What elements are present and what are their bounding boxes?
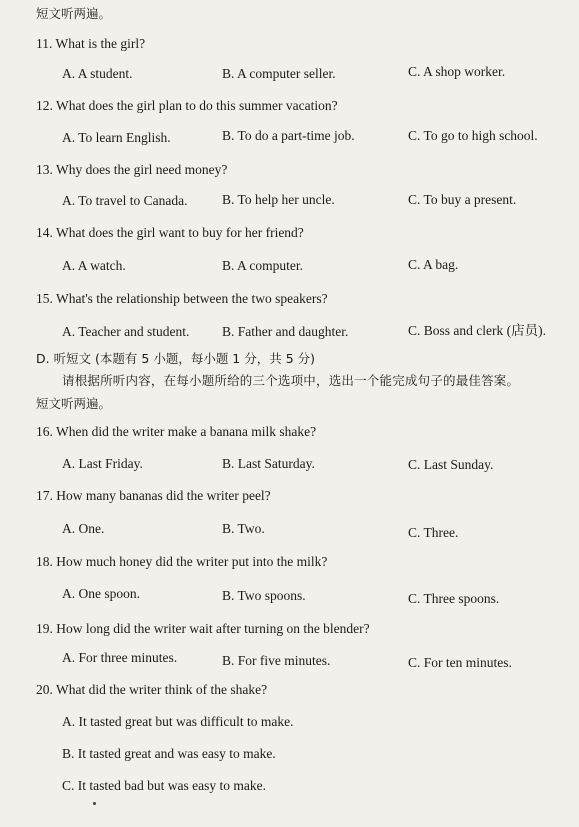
q14-option-a: A. A watch. <box>62 258 126 273</box>
q17-option-a: A. One. <box>62 521 105 536</box>
q16-option-a: A. Last Friday. <box>62 456 143 471</box>
q19-option-a: A. For three minutes. <box>62 650 178 665</box>
section-d-title: D. 听短文 (本题有 5 小题，每小题 1 分，共 5 分) <box>36 351 315 366</box>
q13-option-c: C. To buy a present. <box>408 192 517 207</box>
question-17: 17. How many bananas did the writer peel? <box>36 488 271 503</box>
q15-option-a: A. Teacher and student. <box>62 324 190 339</box>
q11-option-b: B. A computer seller. <box>222 66 336 81</box>
q13-option-b: B. To help her uncle. <box>222 192 335 207</box>
q13-option-a: A. To travel to Canada. <box>62 193 188 208</box>
section-d-repeat: 短文听两遍。 <box>36 396 112 411</box>
q20-option-a: A. It tasted great but was difficult to make. <box>62 714 294 729</box>
question-14: 14. What does the girl want to buy for her friend? <box>36 225 304 240</box>
q12-option-a: A. To learn English. <box>62 130 171 145</box>
q18-option-a: A. One spoon. <box>62 586 140 601</box>
question-16: 16. When did the writer make a banana milk shake? <box>36 424 317 439</box>
q17-option-c: C. Three. <box>408 525 459 540</box>
q15-option-b: B. Father and daughter. <box>222 324 349 339</box>
q19-option-c: C. For ten minutes. <box>408 655 512 670</box>
q17-option-b: B. Two. <box>222 521 265 536</box>
intro-top: 短文听两遍。 <box>36 6 112 21</box>
q14-option-c: C. A bag. <box>408 257 459 272</box>
question-20: 20. What did the writer think of the shake? <box>36 682 268 697</box>
q12-option-b: B. To do a part-time job. <box>222 128 355 143</box>
section-d-instruction: 请根据所听内容，在每小题所给的三个选项中，选出一个能完成句子的最佳答案。 <box>62 373 520 388</box>
q15-option-c: C. Boss and clerk (店员). <box>408 323 546 338</box>
question-18: 18. How much honey did the writer put into the milk? <box>36 554 328 569</box>
q16-option-c: C. Last Sunday. <box>408 457 494 472</box>
question-12: 12. What does the girl plan to do this summer vacation? <box>36 98 338 113</box>
question-19: 19. How long did the writer wait after turning on the blender? <box>36 621 370 636</box>
stray-mark <box>93 802 96 805</box>
q19-option-b: B. For five minutes. <box>222 653 331 668</box>
q11-option-a: A. A student. <box>62 66 133 81</box>
q14-option-b: B. A computer. <box>222 258 303 273</box>
q16-option-b: B. Last Saturday. <box>222 456 315 471</box>
q18-option-c: C. Three spoons. <box>408 591 500 606</box>
question-15: 15. What's the relationship between the two speakers? <box>36 291 328 306</box>
q20-option-b: B. It tasted great and was easy to make. <box>62 746 276 761</box>
q12-option-c: C. To go to high school. <box>408 128 538 143</box>
question-13: 13. Why does the girl need money? <box>36 162 228 177</box>
q11-option-c: C. A shop worker. <box>408 64 506 79</box>
question-11: 11. What is the girl? <box>36 36 146 51</box>
q18-option-b: B. Two spoons. <box>222 588 306 603</box>
q20-option-c: C. It tasted bad but was easy to make. <box>62 778 266 793</box>
